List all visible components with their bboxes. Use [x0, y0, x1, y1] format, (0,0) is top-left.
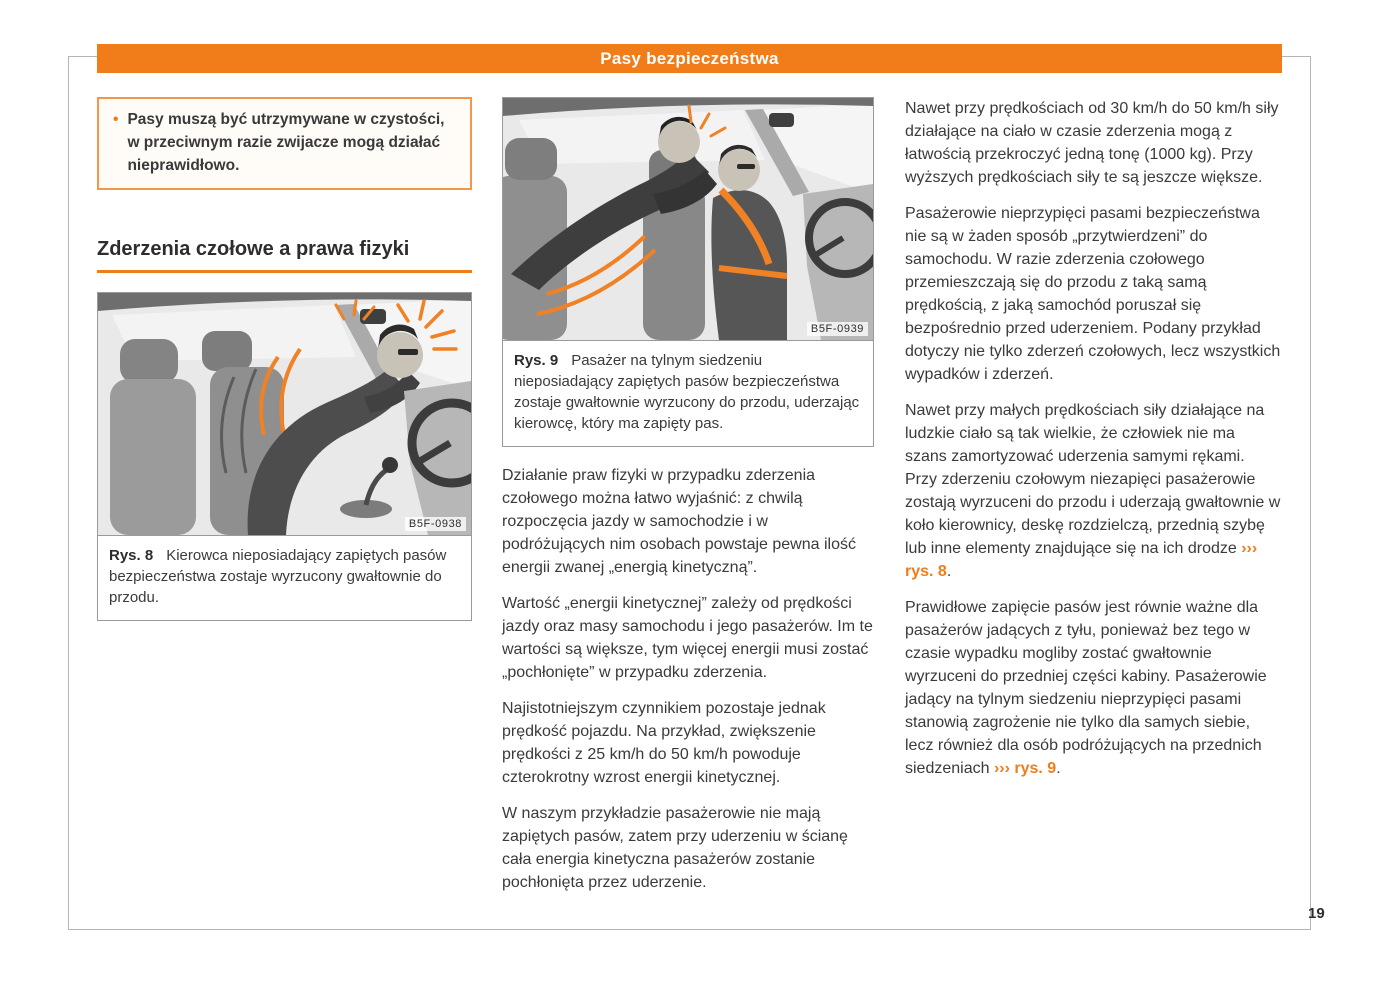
text-segment: . [946, 563, 952, 580]
right-paragraphs [905, 97, 1281, 780]
middle-paragraphs [502, 464, 874, 894]
figure-9 [502, 97, 874, 447]
figure-9-image [503, 98, 873, 340]
section-heading: Zderzenia czołowe a prawa fizyki [97, 238, 472, 273]
text-segment: Prawidłowe zapięcie pasów jest równie ważne dla pasażerów jadących z tyłu, ponieważ bez tego w czasie wypadku mogliby zostać gwałtownie wyrzuceni do przedniej części kabiny. Pasażerowie jadący na tylnym siedzeniu nieprzypięci pasami stanowią zagrożenie nie tylko dla samych siebie, lecz również dla osób podróżujących na przednich siedzeniach [905, 599, 1267, 777]
ref-arrows-icon: ››› [1241, 540, 1258, 557]
figure-8-label: Rys. 8 [109, 547, 154, 564]
figure-8-image [98, 293, 471, 535]
paragraph [905, 596, 1281, 780]
figure-9-caption-text: Pasażer na tylnym siedzeniu nieposiadający zapiętych pasów bezpieczeństwa zostaje gwałtownie wyrzucony do przodu, uderzając kierowcę, który ma zapięty pas. [514, 352, 860, 432]
note-item [113, 108, 456, 177]
paragraph [502, 464, 874, 579]
column-middle [502, 97, 874, 894]
paragraph [502, 697, 874, 789]
paragraph [502, 802, 874, 894]
paragraph [905, 202, 1281, 386]
text-segment: Nawet przy prędkościach od 30 km/h do 50 km/h siły działające na ciało w czasie zderzenia mogą z łatwością przekroczyć jedną tonę (1000 kg). Przy wyższych prędkościach siły te są jeszcze większe. [905, 100, 1279, 186]
note-box [97, 97, 472, 190]
note-text: Pasy muszą być utrzymywane w czystości, w przeciwnym razie zwijacze mogą działać nieprawidłowo. [127, 111, 445, 174]
page-title: Pasy bezpieczeństwa [600, 48, 779, 68]
text-segment: Najistotniejszym czynnikiem pozostaje jednak prędkość pojazdu. Na przykład, zwiększenie prędkości z 25 km/h do 50 km/h powoduje czterokrotny wzrost energii kinetycznej. [502, 700, 826, 786]
figure-9-caption [503, 340, 873, 446]
text-segment: Pasażerowie nieprzypięci pasami bezpieczeństwa nie są w żaden sposób „przytwierdzeni” do samochodu. W razie zderzenia czołowego przemieszczają się do przodu z taką samą prędkością, z jaką samochód poruszał się bezpośrednio przed uderzeniem. Podany przykład dotyczy nie tylko zderzeń czołowych, lecz wszystkich wypadków i zderzeń. [905, 205, 1281, 383]
figure-8-caption [98, 535, 471, 620]
text-segment: W naszym przykładzie pasażerowie nie mają zapiętych pasów, zatem przy uderzeniu w ścianę cała energia kinetyczna pasażerów zostanie pochłonięta przez uderzenie. [502, 805, 848, 891]
text-segment: . [1056, 760, 1061, 777]
text-segment: Nawet przy małych prędkościach siły działające na ludzkie ciało są tak wielkie, że człowiek nie ma szans zamortyzować uderzenia samymi rękami. Przy zderzeniu czołowym niezapięci pasażerowie zostają wyrzuceni do przodu i uderzają gwałtownie w koło kierownicy, deskę rozdzielczą, przednią szybę lub inne elementy znajdujące się na ich drodze [905, 402, 1281, 557]
column-left [97, 97, 472, 621]
figure-8-code: B5F-0938 [405, 517, 466, 531]
page-header [97, 44, 1282, 73]
figure-9-illustration [503, 98, 873, 340]
figure-8-illustration [98, 293, 471, 535]
paragraph [905, 399, 1281, 583]
page-number: 19 [1308, 905, 1325, 922]
text-segment: Działanie praw fizyki w przypadku zderzenia czołowego można łatwo wyjaśnić: z chwilą rozpoczęcia jazdy w samochodzie i w podróżujących nim osobach powstaje pewna ilość energii zwanej „energią kinetyczną”. [502, 467, 856, 576]
column-right [905, 97, 1281, 780]
paragraph [502, 592, 874, 684]
figure-ref-link[interactable]: rys. 8 [905, 563, 947, 580]
figure-8 [97, 292, 472, 621]
figure-8-caption-text: Kierowca nieposiadający zapiętych pasów bezpieczeństwa zostaje wyrzucony gwałtownie do przodu. [109, 547, 447, 606]
note-bullet-icon: • [113, 111, 119, 128]
figure-9-code: B5F-0939 [807, 322, 868, 336]
text-segment: Wartość „energii kinetycznej” zależy od prędkości jazdy oraz masy samochodu i jego pasażerów. Im te wartości są większe, tym więcej energii musi zostać „pochłonięte” w przypadku zderzenia. [502, 595, 873, 681]
paragraph [905, 97, 1281, 189]
figure-ref-link[interactable]: rys. 9 [1014, 760, 1057, 777]
ref-arrows-icon: ››› [993, 760, 1015, 777]
figure-9-label: Rys. 9 [514, 352, 559, 369]
